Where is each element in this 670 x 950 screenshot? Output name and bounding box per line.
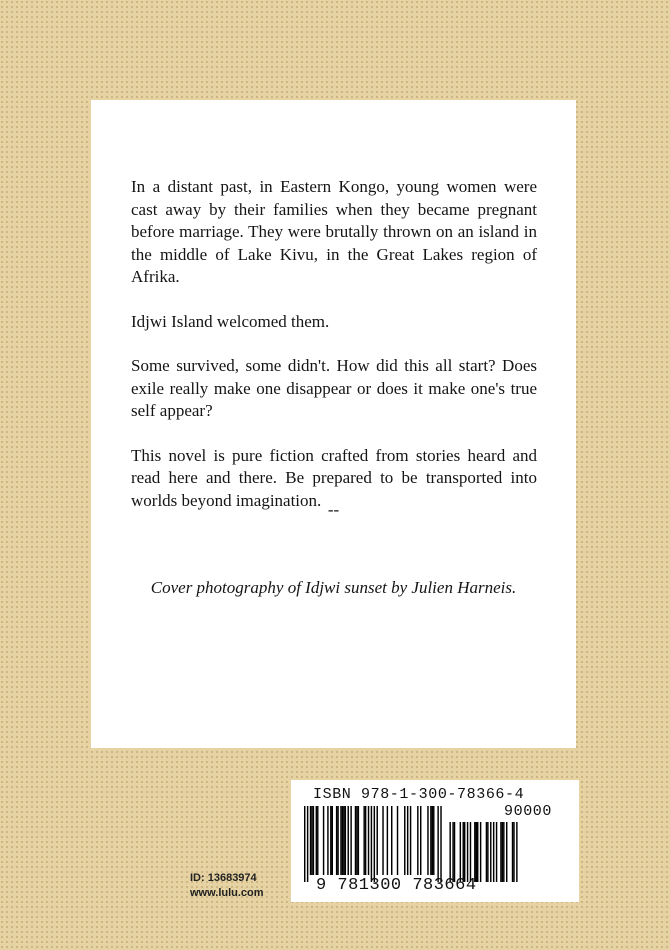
publisher-info (190, 871, 264, 901)
isbn-barcode (291, 780, 579, 902)
barcode-bar-35 (417, 806, 418, 875)
barcode-bar-14 (342, 806, 343, 875)
back-cover-text-panel (91, 100, 576, 748)
barcode-bar-37 (427, 806, 428, 875)
addon-bar-66 (516, 822, 517, 882)
barcode-bar-41 (437, 806, 438, 882)
barcode-bar-2 (310, 806, 311, 875)
barcode-bar-8 (327, 806, 328, 875)
barcode-bar-12 (337, 806, 338, 875)
addon-bar-43 (449, 822, 450, 882)
barcode-bar-13 (340, 806, 341, 875)
barcode-bar-15 (343, 806, 344, 875)
publisher-url: www.lulu.com (190, 887, 264, 899)
barcode-bar-0 (304, 806, 305, 882)
addon-bar-54 (480, 822, 481, 882)
addon-bar-60 (500, 822, 501, 882)
blurb-paragraph-2: Idjwi Island welcomed them. (131, 311, 330, 331)
addon-bar-64 (512, 822, 513, 882)
barcode-bar-5 (316, 806, 317, 875)
barcode-bar-17 (348, 806, 349, 875)
addon-bar-63 (506, 822, 507, 882)
barcode-bar-40 (433, 806, 434, 875)
addon-bar-55 (486, 822, 487, 882)
addon-bar-46 (460, 822, 461, 882)
barcode-bar-38 (430, 806, 431, 875)
addon-bar-52 (476, 822, 477, 882)
barcode-bar-24 (368, 806, 369, 875)
barcode-bar-3 (311, 806, 312, 875)
price-code: 90000 (504, 803, 553, 820)
barcode-bar-23 (365, 806, 366, 875)
addon-bar-48 (464, 822, 465, 882)
addon-bar-53 (477, 822, 478, 882)
barcode-bar-30 (391, 806, 392, 875)
addon-bar-65 (513, 822, 514, 882)
barcode-bar-10 (332, 806, 333, 875)
barcode-bar-9 (330, 806, 331, 875)
addon-bar-62 (503, 822, 504, 882)
addon-bar-58 (493, 822, 494, 882)
barcode-bar-11 (336, 806, 337, 875)
barcode-bar-29 (387, 806, 388, 875)
barcode-bar-7 (323, 806, 324, 875)
barcode-bar-33 (407, 806, 408, 875)
separator-dashes: -- (327, 500, 340, 519)
barcode-bar-16 (345, 806, 346, 875)
barcode-bar-19 (355, 806, 356, 875)
barcode-bar-26 (374, 806, 375, 882)
addon-bar-51 (474, 822, 475, 882)
addon-bar-45 (454, 822, 455, 882)
barcode-bar-39 (432, 806, 433, 875)
barcode-bar-31 (397, 806, 398, 875)
barcode-bar-42 (440, 806, 441, 882)
addon-bar-61 (502, 822, 503, 882)
barcode-bar-27 (377, 806, 378, 875)
barcode-bar-25 (371, 806, 372, 882)
addon-bar-49 (467, 822, 468, 882)
isbn-label: ISBN 978-1-300-78366-4 (313, 786, 525, 803)
barcode-bar-36 (420, 806, 421, 875)
barcode-bar-34 (410, 806, 411, 875)
blurb-paragraph-1: In a distant past, in Eastern Kongo, young women were cast away by their families when they became pregnant before marriage. They were brutally thrown on an island in the middle of Lake Kivu, in the Great Lakes region of Afrika. (131, 177, 537, 286)
blurb-paragraph-3: Some survived, some didn't. How did this all start? Does exile really make one disappear or does it make one's true self appear? (131, 356, 537, 420)
addon-bar-47 (463, 822, 464, 882)
barcode-bar-22 (363, 806, 364, 875)
publisher-id: ID: 13683974 (190, 872, 257, 884)
addon-bar-50 (470, 822, 471, 882)
addon-bar-56 (487, 822, 488, 882)
barcode-bar-1 (307, 806, 308, 882)
barcode-bar-32 (404, 806, 405, 875)
barcode-bar-18 (350, 806, 351, 875)
addon-bar-44 (452, 822, 453, 882)
addon-bar-59 (496, 822, 497, 882)
blurb-paragraph-4: This novel is pure fiction crafted from stories heard and read here and there. Be prepared to be transported into worlds beyond imagination. (131, 445, 537, 510)
addon-bar-57 (490, 822, 491, 882)
blurb-text (131, 176, 537, 534)
barcode-bar-4 (313, 806, 314, 875)
ean-digits: 9 781300 783664 (316, 876, 477, 895)
barcode-bar-28 (382, 806, 383, 875)
barcode-bar-6 (317, 806, 318, 875)
barcode-bar-21 (358, 806, 359, 875)
barcode-bar-20 (356, 806, 357, 875)
photo-credit: Cover photography of Idjwi sunset by Julien Harneis. (150, 578, 517, 597)
